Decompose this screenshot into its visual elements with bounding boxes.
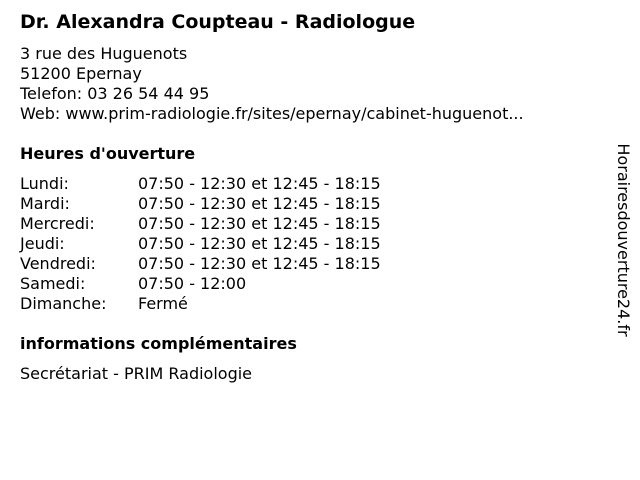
opening-hours-table [20, 174, 381, 314]
hours-row-lundi [20, 174, 381, 194]
day-label: Samedi: [20, 274, 86, 293]
street-address: 3 rue des Huguenots [20, 44, 188, 63]
time-value: 07:50 - 12:00 [138, 274, 247, 293]
opening-hours-heading: Heures d'ouverture [20, 144, 196, 163]
time-value: Fermé [138, 294, 188, 313]
day-label: Mercredi: [20, 214, 95, 233]
day-label: Vendredi: [20, 254, 96, 273]
time-value: 07:50 - 12:30 et 12:45 - 18:15 [138, 254, 381, 273]
additional-info-heading: informations complémentaires [20, 334, 297, 353]
time-value: 07:50 - 12:30 et 12:45 - 18:15 [138, 174, 381, 193]
time-value: 07:50 - 12:30 et 12:45 - 18:15 [138, 234, 381, 253]
hours-row-mercredi [20, 214, 381, 234]
day-label: Lundi: [20, 174, 69, 193]
address-block [20, 44, 524, 124]
day-label: Jeudi: [20, 234, 65, 253]
hours-row-mardi [20, 194, 381, 214]
website-link[interactable]: Web: www.prim-radiologie.fr/sites/epernay/cabinet-huguenot... [20, 104, 524, 123]
time-value: 07:50 - 12:30 et 12:45 - 18:15 [138, 214, 381, 233]
hours-row-dimanche [20, 294, 381, 314]
phone-number[interactable]: Telefon: 03 26 54 44 95 [20, 84, 210, 103]
day-label: Mardi: [20, 194, 70, 213]
page-title: Dr. Alexandra Coupteau - Radiologue [20, 11, 416, 33]
hours-row-samedi [20, 274, 381, 294]
day-label: Dimanche: [20, 294, 107, 313]
hours-row-jeudi [20, 234, 381, 254]
additional-info-text: Secrétariat - PRIM Radiologie [20, 364, 253, 383]
time-value: 07:50 - 12:30 et 12:45 - 18:15 [138, 194, 381, 213]
hours-row-vendredi [20, 254, 381, 274]
city-address: 51200 Epernay [20, 64, 142, 83]
site-watermark: Horairesdouverture24.fr [614, 143, 633, 337]
